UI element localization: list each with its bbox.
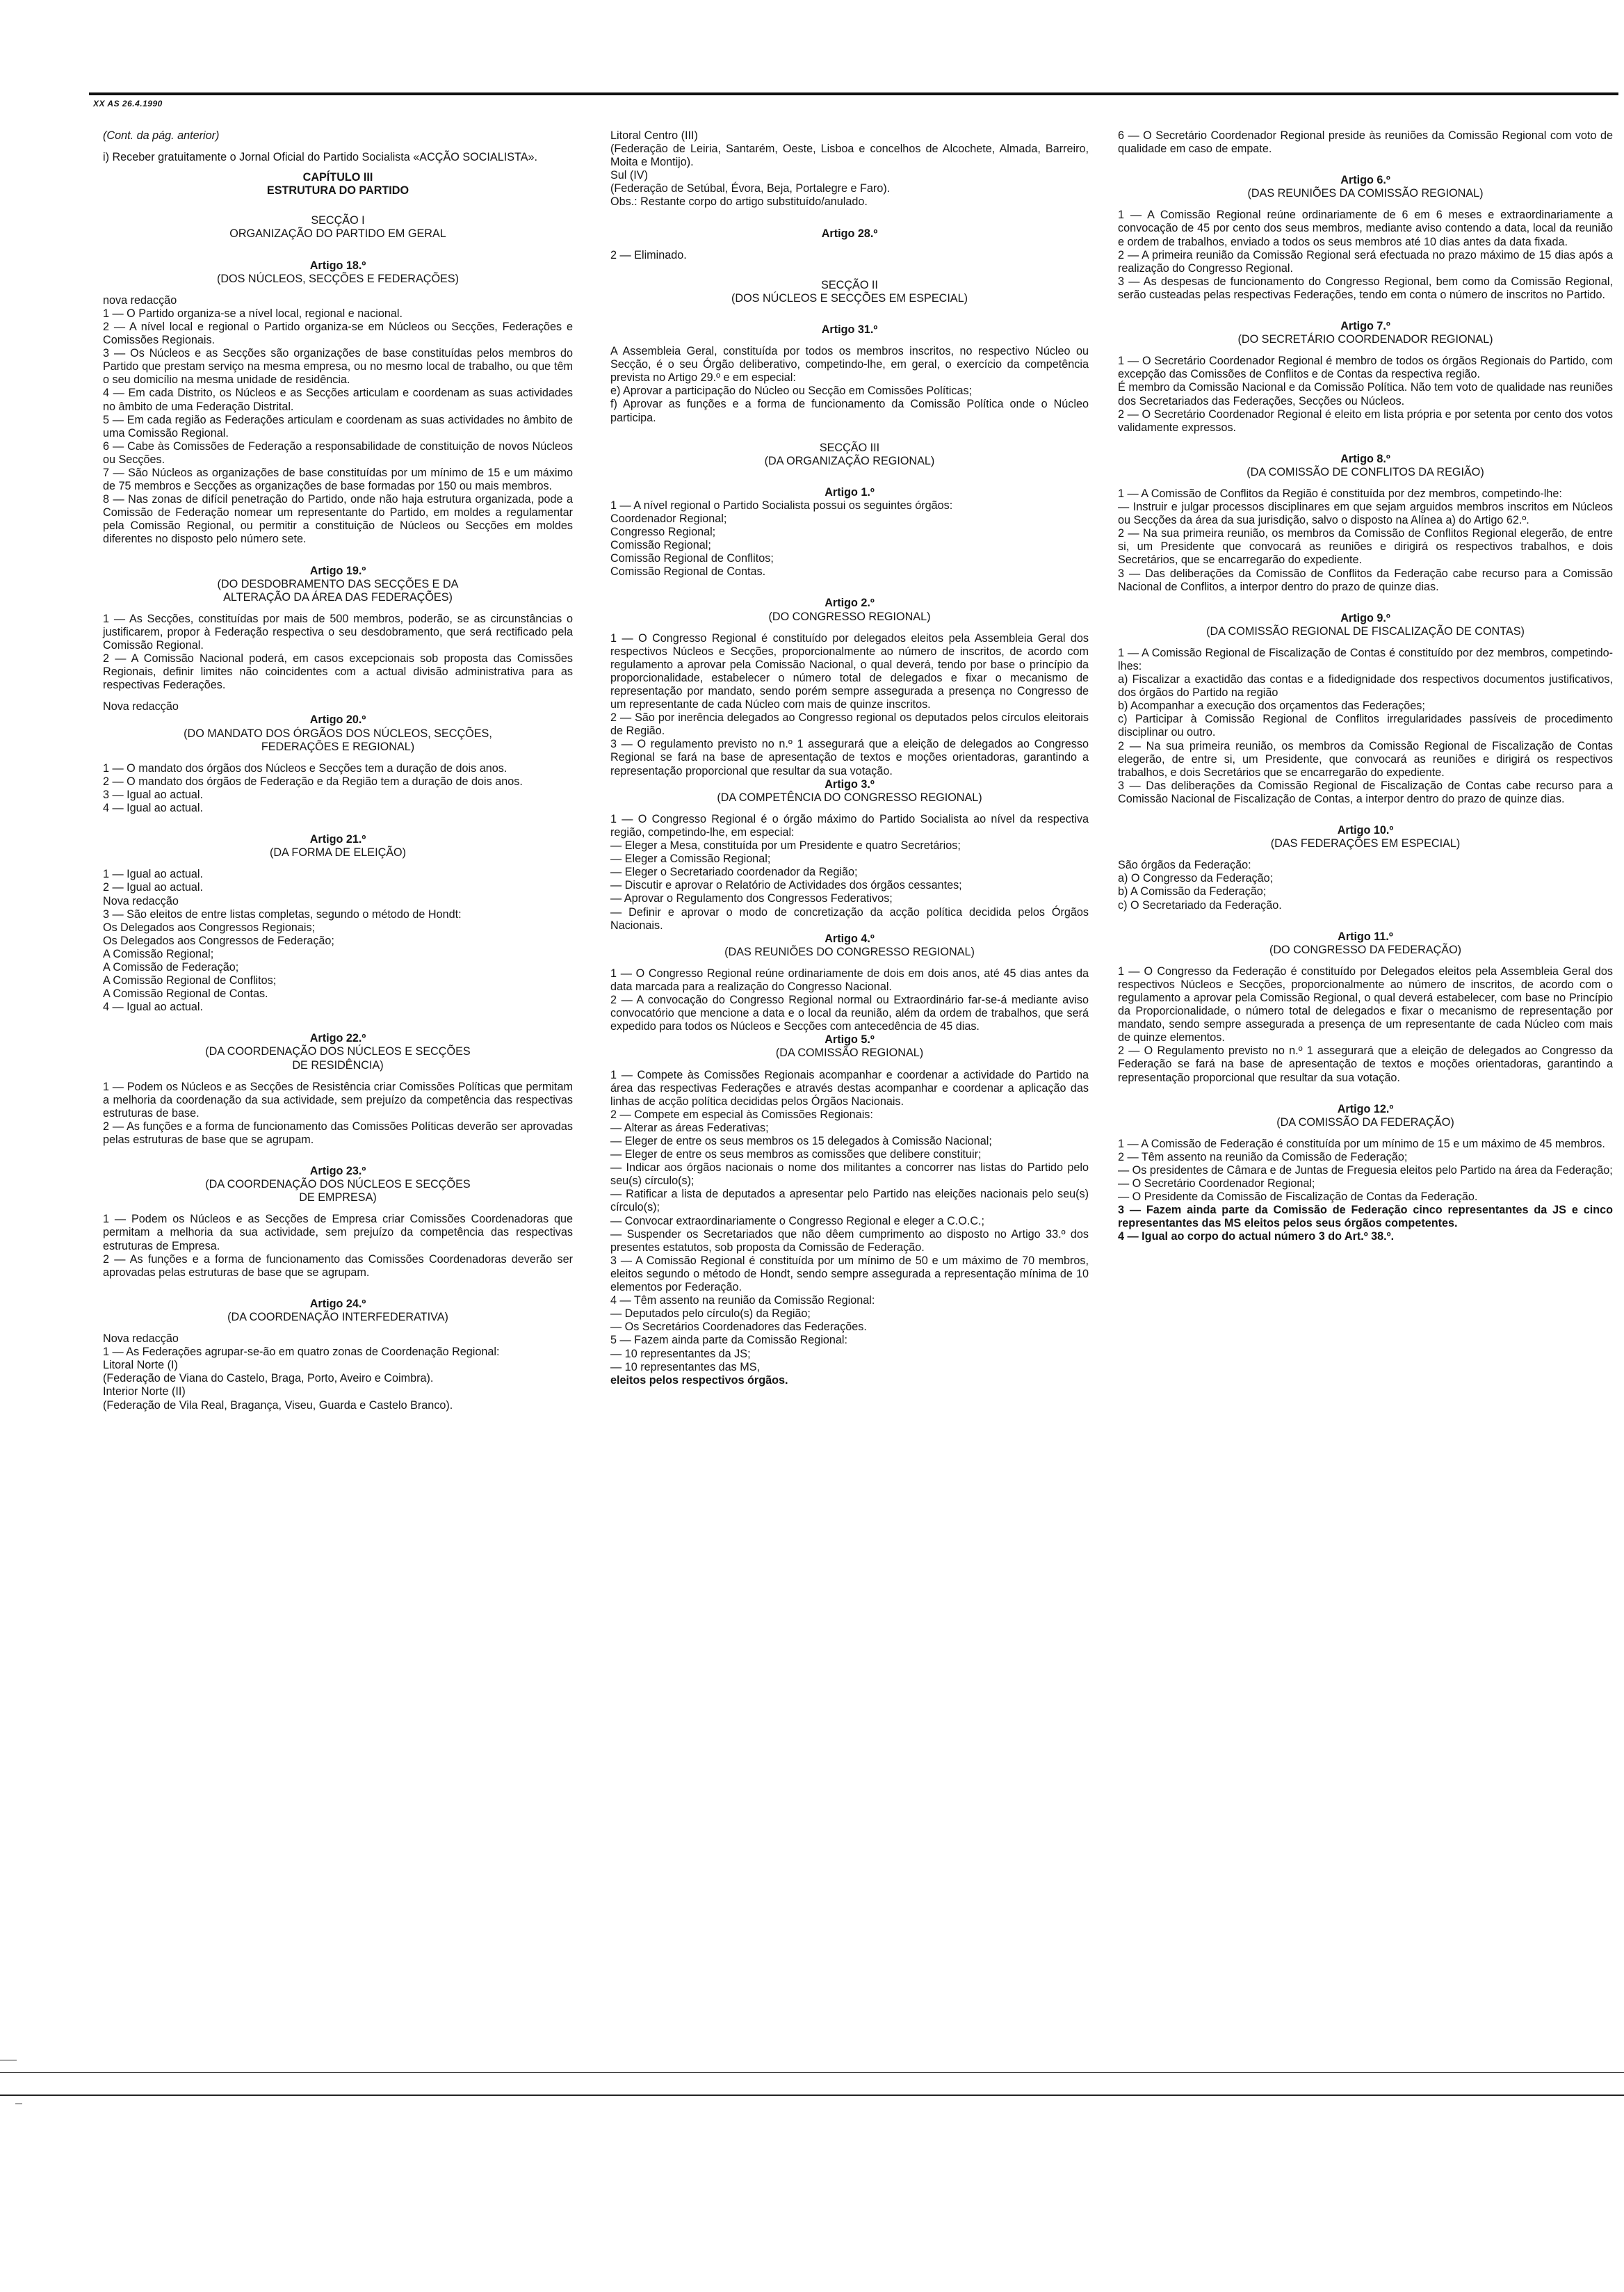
- section-heading: [103, 171, 573, 197]
- article-number: Artigo 22.º: [309, 1032, 366, 1045]
- paragraph: — Os presidentes de Câmara e de Juntas de Freguesia eleitos pelo Partido na área da Federação;: [1118, 1164, 1613, 1177]
- article-number: Artigo 8.º: [1340, 452, 1390, 465]
- paragraph: (Cont. da pág. anterior): [103, 129, 220, 142]
- paragraph: 2 — As funções e a forma de funcionamento das Comissões Políticas deverão ser aprovadas pelas estruturas de base que se agrupam.: [103, 1120, 573, 1146]
- section-heading: [103, 214, 573, 241]
- paragraph: Os Delegados aos Congressos Regionais; Os Delegados aos Congressos de Federação; A Comissão Regional; A Comissão de Federação; A Comissão Regional de Conflitos; A Comissão Regional de Contas. 4 — Igual ao actual.: [103, 921, 334, 1014]
- heading-text: (DO CONGRESSO DA FEDERAÇÃO): [1269, 943, 1462, 956]
- paragraph: 1 — O Secretário Coordenador Regional é membro de todos os órgãos Regionais do Partido, com excepção das Comissões de Conflitos e de Contas da respectiva região.: [1118, 355, 1613, 381]
- article-heading: [103, 1165, 573, 1204]
- article-number: Artigo 21.º: [309, 833, 366, 846]
- paragraph: 2 — Eliminado.: [610, 248, 687, 261]
- article-number: Artigo 20.º: [309, 713, 366, 727]
- paragraph: 1 — As Federações agrupar-se-ão em quatro zonas de Coordenação Regional:: [103, 1346, 500, 1359]
- heading-text: (DA COORDENAÇÃO DOS NÚCLEOS E SECÇÕES DE EMPRESA): [205, 1178, 471, 1204]
- article-number: Artigo 10.º: [1337, 824, 1394, 837]
- paragraph: 2 — Têm assento na reunião da Comissão de Federação;: [1118, 1150, 1408, 1163]
- paragraph: 1 — A Comissão Regional reúne ordinariamente de 6 em 6 meses e extraordinariamente a convocação de 45 por cento dos seus membros, mediante aviso contendo a data, local da reunião e ordem de trabalhos, enviado a todos os seus membros até 10 dias antes da data fixada.: [1118, 209, 1613, 248]
- text-column-middle: [610, 129, 1089, 1387]
- article-heading: [610, 597, 1089, 623]
- heading-text: (DA COMISSÃO DA FEDERAÇÃO): [1276, 1115, 1454, 1129]
- paragraph: 3 — Fazem ainda parte da Comissão de Federação cinco representantes da JS e cinco representantes das MS eleitos pelos seus órgãos competentes.: [1118, 1204, 1613, 1230]
- heading-text: SECÇÃO I ORGANIZAÇÃO DO PARTIDO EM GERAL: [229, 214, 446, 241]
- paragraph: — Eleger a Comissão Regional; — Eleger o Secretariado coordenador da Região;: [610, 853, 858, 879]
- paragraph: 3 — Os Núcleos e as Secções são organizações de base constituídas pelos membros do Partido que prestam serviço na mesma empresa, ou no mesmo local de trabalho, ou que têm o seu domicílio na mesma unidade de residência.: [103, 347, 573, 387]
- paragraph: 8 — Nas zonas de difícil penetração do Partido, onde não haja estrutura organizada, pode a Comissão de Federação nomear um representante do Partido, em moldes a regulamentar pela Comissão Regional, ou permitir a constituição de Núcleos ou Secções em moldes diferentes no disposto pelo número sete.: [103, 493, 573, 546]
- text-column-left: [103, 129, 573, 1412]
- paragraph: — Suspender os Secretariados que não dêem cumprimento ao disposto no Artigo 33.º dos presentes estatutos, sob proposta da Comissão de Federação.: [610, 1227, 1089, 1254]
- article-number: Artigo 12.º: [1337, 1102, 1394, 1115]
- heading-text: SECÇÃO II (DOS NÚCLEOS E SECÇÕES EM ESPECIAL): [731, 278, 968, 305]
- paragraph: A Assembleia Geral, constituída por todos os membros inscritos, no respectivo Núcleo ou Secção, é o seu Órgão deliberativo, competindo-lhe, em geral, o exercício da competência prevista no Artigo 29.º e em especial:: [610, 345, 1089, 385]
- paragraph: Litoral Norte (I) (Federação de Viana do Castelo, Braga, Porto, Aveiro e Coimbra).: [103, 1359, 434, 1385]
- article-heading: [1118, 320, 1613, 346]
- article-heading: [1118, 824, 1613, 850]
- article-heading: [1118, 930, 1613, 957]
- heading-text: (DA COMPETÊNCIA DO CONGRESSO REGIONAL): [717, 791, 982, 804]
- paragraph: — Definir e aprovar o modo de concretização da acção política decidida pelos Órgãos Nacionais.: [610, 905, 1089, 932]
- paragraph: 1 — O Congresso Regional é o órgão máximo do Partido Socialista ao nível da respectiva região, competindo-lhe, em especial:: [610, 812, 1089, 839]
- article-heading: [1118, 1103, 1613, 1129]
- article-number: Artigo 4.º: [825, 932, 875, 945]
- heading-text: (DO CONGRESSO REGIONAL): [768, 610, 931, 623]
- article-heading: [1118, 453, 1613, 479]
- paragraph: 2 — A nível local e regional o Partido organiza-se em Núcleos ou Secções, Federações e Comissões Regionais.: [103, 320, 573, 347]
- article-heading: [103, 833, 573, 860]
- section-heading: [610, 279, 1089, 305]
- paragraph: 1 — Podem os Núcleos e as Secções de Resistência criar Comissões Políticas que permitam a melhoria da coordenação da sua actividade, sem prejuízo da competência das respectivas estruturas de base.: [103, 1080, 573, 1120]
- paragraph: — Aprovar o Regulamento dos Congressos Federativos;: [610, 892, 893, 905]
- paragraph: 3 — Das deliberações da Comissão de Conflitos da Federação cabe recurso para a Comissão Nacional de Conflitos, a interpor dentro do prazo de quinze dias.: [1118, 567, 1613, 593]
- paragraph: Nova redacção: [103, 894, 179, 907]
- paragraph: — Ratificar a lista de deputados a apresentar pelo Partido nas eleições nacionais pelo seu(s) círculo(s);: [610, 1188, 1089, 1214]
- paragraph: 1 — Igual ao actual. 2 — Igual ao actual.: [103, 868, 203, 894]
- article-heading: [103, 565, 573, 604]
- paragraph: Nova redacção: [103, 1332, 179, 1346]
- article-number: Artigo 7.º: [1340, 320, 1390, 333]
- paragraph: — O Secretário Coordenador Regional;: [1118, 1177, 1315, 1191]
- paragraph: São órgãos da Federação: a) O Congresso da Federação; b) A Comissão da Federação; c) O Secretariado da Federação.: [1118, 859, 1282, 912]
- paragraph: 2 — O Regulamento previsto no n.º 1 assegurará que a eleição de delegados ao Congresso da Federação se fará na base de apresentação de textos e moções orientadoras, garantindo a representação proporcional que resultar da sua votação.: [1118, 1044, 1613, 1084]
- article-heading: [103, 713, 573, 753]
- paragraph: 2 — Compete em especial às Comissões Regionais:: [610, 1108, 873, 1121]
- heading-text: (DA COORDENAÇÃO DOS NÚCLEOS E SECÇÕES DE RESIDÊNCIA): [205, 1045, 471, 1072]
- paragraph: 1 — A Comissão Regional de Fiscalização de Contas é constituído por dez membros, competindo-lhes:: [1118, 646, 1613, 672]
- article-number: Artigo 24.º: [309, 1297, 366, 1310]
- paragraph: 2 — A convocação do Congresso Regional normal ou Extraordinário far-se-á mediante aviso convocatório que mencione a data e o local da reunião, além da ordem de trabalhos, que será expedido para todos os Núcleos e Secções com antecedência de 45 dias.: [610, 994, 1089, 1033]
- paragraph: — Convocar extraordinariamente o Congresso Regional e eleger a C.O.C.;: [610, 1214, 985, 1227]
- article-number: Artigo 19.º: [309, 564, 366, 577]
- paragraph: — Alterar as áreas Federativas;: [610, 1121, 769, 1134]
- paragraph: 5 — Em cada região as Federações articulam e coordenam as suas actividades no âmbito de uma Comissão Regional.: [103, 413, 573, 439]
- paragraph: — Eleger a Mesa, constituída por um Presidente e quatro Secretários;: [610, 839, 961, 853]
- article-heading: [610, 933, 1089, 959]
- paragraph: Coordenador Regional; Congresso Regional; Comissão Regional; Comissão Regional de Conflitos; Comissão Regional de Contas.: [610, 512, 774, 579]
- paragraph: e) Aprovar a participação do Núcleo ou Secção em Comissões Políticas;: [610, 385, 973, 398]
- paragraph: — Discutir e aprovar o Relatório de Actividades dos órgãos cessantes;: [610, 879, 962, 892]
- paragraph: 1 — A Comissão de Federação é constituída por um mínimo de 15 e um máximo de 45 membros.: [1118, 1137, 1605, 1150]
- paragraph: 1 — O Congresso Regional reúne ordinariamente de dois em dois anos, até 45 dias antes da data marcada para a realização do Congresso Nacional.: [610, 967, 1089, 993]
- article-number: Artigo 5.º: [825, 1033, 875, 1047]
- paragraph: 6 — Cabe às Comissões de Federação a responsabilidade de constituição de novos Núcleos ou Secções.: [103, 439, 573, 466]
- paragraph: 3 — As despesas de funcionamento do Congresso Regional, bem como da Comissão Regional, serão custeadas pelas respectivas Federações, tendo em conta o número de inscritos no Partido.: [1118, 275, 1613, 301]
- heading-text: SECÇÃO III (DA ORGANIZAÇÃO REGIONAL): [764, 441, 935, 467]
- paragraph: 2 — Na sua primeira reunião, os membros da Comissão de Conflitos Regional elegerão, de entre si, um Presidente que convocará as reuniões e dirigirá os respectivos trabalhos, e dois Secretários, que se encarregarão do expediente.: [1118, 527, 1613, 567]
- paragraph: a) Fiscalizar a exactidão das contas e a fidedignidade dos respectivos documentos justificativos, dos órgãos do Partido na região: [1118, 673, 1613, 700]
- paragraph: b) Acompanhar a execução dos orçamentos das Federações;: [1118, 700, 1425, 713]
- paragraph: i) Receber gratuitamente o Jornal Oficial do Partido Socialista «ACÇÃO SOCIALISTA».: [103, 151, 537, 164]
- top-rule: [89, 92, 1618, 95]
- paragraph: 1 — O Congresso Regional é constituído por delegados eleitos pela Assembleia Geral dos respectivos Núcleos e Secções, proporcionalmente ao número de inscritos, de acordo com regulamento a aprovar pela Comissão Nacional, o qual deverá, tendo por base o princípio da proporcionalidade, estabelecer o número total de delegados e fixar o mecanismo de representação por mandato, sendo porém sempre assegurada a presença no Congresso de um representante de cada Núcleo com mais de quinze inscritos.: [610, 631, 1089, 711]
- paragraph: — Indicar aos órgãos nacionais o nome dos militantes a concorrer nas listas do Partido pelo seu(s) círculo(s);: [610, 1161, 1089, 1188]
- article-number: Artigo 28.º: [821, 227, 878, 240]
- paragraph: f) Aprovar as funções e a forma de funcionamento da Comissão Política onde o Núcleo participa.: [610, 398, 1089, 424]
- heading-text: (DA COMISSÃO DE CONFLITOS DA REGIÃO): [1247, 465, 1484, 478]
- section-heading: [610, 442, 1089, 468]
- paragraph: 6 — O Secretário Coordenador Regional preside às reuniões da Comissão Regional com voto de qualidade em caso de empate.: [1118, 129, 1613, 156]
- heading-text: CAPÍTULO III ESTRUTURA DO PARTIDO: [266, 171, 409, 197]
- text-column-right: [1118, 129, 1613, 1244]
- article-heading: [610, 1033, 1089, 1060]
- article-heading: [103, 1298, 573, 1324]
- paragraph: Sul (IV) (Federação de Setúbal, Évora, Beja, Portalegre e Faro). Obs.: Restante corpo do artigo substituído/anulado.: [610, 169, 891, 209]
- paragraph: nova redacção: [103, 293, 177, 307]
- heading-text: (DA FORMA DE ELEIÇÃO): [269, 846, 407, 860]
- paragraph: 1 — A Comissão de Conflitos da Região é constituída por dez membros, competindo-lhe:: [1118, 487, 1562, 500]
- paragraph: — Eleger de entre os seus membros as comissões que delibere constituir;: [610, 1148, 982, 1161]
- paragraph: 1 — A nível regional o Partido Socialista possui os seguintes órgãos:: [610, 499, 953, 512]
- paragraph: 1 — Compete às Comissões Regionais acompanhar e coordenar a actividade do Partido na área das respectivas Federações e através destas acompanhar e coordenar a aplicação das linhas de acção política decididas pelos Órgãos Nacionais.: [610, 1068, 1089, 1108]
- article-heading: [610, 778, 1089, 805]
- paragraph: 4 — Têm assento na reunião da Comissão Regional: — Deputados pelo círculo(s) da Região; — Os Secretários Coordenadores das Federações. 5 — Fazem ainda parte da Comissão Regional: — 10 representantes da JS; — 10 representantes das MS,: [610, 1294, 875, 1373]
- paragraph: 3 — Igual ao actual. 4 — Igual ao actual.: [103, 788, 203, 815]
- paragraph: 7 — São Núcleos as organizações de base constituídas por um mínimo de 15 e um máximo de 75 membros e Secções as organizações de base formadas por 150 ou mais membros.: [103, 466, 573, 493]
- article-number: Artigo 2.º: [825, 597, 875, 610]
- paragraph: 4 — Igual ao corpo do actual número 3 do Art.º 38.º.: [1118, 1230, 1395, 1243]
- heading-text: (DAS FEDERAÇÕES EM ESPECIAL): [1270, 837, 1461, 850]
- heading-text: (DAS REUNIÕES DA COMISSÃO REGIONAL): [1247, 187, 1484, 200]
- paragraph: — Instruir e julgar processos disciplinares em que sejam arguidos membros inscritos em Núcleos ou Secções da área da sua jurisdição, salvo o disposto na Alínea a) do Artigo 62.º.: [1118, 501, 1613, 527]
- article-heading: [610, 486, 1089, 499]
- article-number: Artigo 6.º: [1340, 174, 1390, 187]
- paragraph: Litoral Centro (III) (Federação de Leiria, Santarém, Oeste, Lisboa e concelhos de Alcochete, Almada, Barreiro, Moita e Montijo).: [610, 129, 1089, 169]
- paragraph: eleitos pelos respectivos órgãos.: [610, 1373, 788, 1387]
- heading-text: (DA COMISSÃO REGIONAL): [775, 1047, 924, 1060]
- heading-text: (DO SECRETÁRIO COORDENADOR REGIONAL): [1237, 333, 1493, 346]
- paragraph: — Eleger de entre os seus membros os 15 delegados à Comissão Nacional;: [610, 1135, 992, 1147]
- paragraph: 2 — Na sua primeira reunião, os membros da Comissão Regional de Fiscalização de Contas elegerão, de entre si, um Presidente, que convocará as reuniões e dirigirá os respectivos trabalhos, e dois Secretários que se encarregarão do expediente.: [1118, 739, 1613, 779]
- article-heading: [610, 227, 1089, 241]
- paragraph: 1 — Podem os Núcleos e as Secções de Empresa criar Comissões Coordenadoras que permitam a melhoria da sua actividade, sem prejuízo da competência das respectivas estruturas de Empresa.: [103, 1213, 573, 1252]
- paragraph: 1 — O Partido organiza-se a nível local, regional e nacional.: [103, 307, 403, 320]
- heading-text: (DA COORDENAÇÃO INTERFEDERATIVA): [227, 1310, 448, 1323]
- footer-rule: [0, 2072, 1624, 2073]
- paragraph: Nova redacção: [103, 700, 179, 713]
- article-heading: [103, 259, 573, 286]
- article-number: Artigo 31.º: [821, 323, 878, 336]
- footer-rule-bottom: [0, 2095, 1624, 2096]
- article-heading: [1118, 612, 1613, 638]
- article-number: Artigo 11.º: [1338, 930, 1393, 943]
- paragraph: Interior Norte (II) (Federação de Vila Real, Bragança, Viseu, Guarda e Castelo Branco).: [103, 1385, 453, 1412]
- paragraph: 2 — A Comissão Nacional poderá, em casos excepcionais sob proposta das Comissões Regionais, definir limites não coincidentes com a actual divisão administrativa para as respectivas Federações.: [103, 652, 573, 692]
- paragraph: 3 — O regulamento previsto no n.º 1 assegurará que a eleição de delegados ao Congresso Regional se fará na base de apresentação de textos e moções orientadoras, garantindo a representação proporcional que resultar da sua votação.: [610, 738, 1089, 777]
- paragraph: 2 — O Secretário Coordenador Regional é eleito em lista própria e por setenta por cento dos votos validamente expressos.: [1118, 407, 1613, 434]
- article-number: Artigo 1.º: [825, 485, 875, 499]
- article-heading: [103, 1032, 573, 1072]
- paragraph: 3 — São eleitos de entre listas completas, segundo o método de Hondt:: [103, 907, 462, 921]
- heading-text: (DA COMISSÃO REGIONAL DE FISCALIZAÇÃO DE CONTAS): [1206, 624, 1525, 638]
- paragraph: — O Presidente da Comissão de Fiscalização de Contas da Federação.: [1118, 1191, 1478, 1204]
- paragraph: 1 — O Congresso da Federação é constituído por Delegados eleitos pela Assembleia Geral dos respectivos Núcleos e Secções, proporcionalmente ao número de inscritos, de acordo com o regulamento a aprovar pela Comissão Regional, o qual deverá estabelecer, com base no Princípio da Proporcionalidade, o número total de delegados e fixar o mecanismo de representação por mandato, sendo sempre assegurada a presença de um representante de cada Núcleo com mais de quinze elementos.: [1118, 965, 1613, 1044]
- heading-text: (DAS REUNIÕES DO CONGRESSO REGIONAL): [724, 945, 975, 958]
- paragraph: c) Participar à Comissão Regional de Conflitos irregularidades passíveis de procedimento disciplinar ou outro.: [1118, 713, 1613, 739]
- paragraph: 2 — A primeira reunião da Comissão Regional será efectuada no prazo máximo de 15 dias após a realização do Congresso Regional.: [1118, 248, 1613, 275]
- paragraph: 2 — As funções e a forma de funcionamento das Comissões Coordenadoras deverão ser aprovadas pelas estruturas de base que se agrupam.: [103, 1252, 573, 1279]
- paragraph: 3 — Das deliberações da Comissão Regional de Fiscalização de Contas cabe recurso para a Comissão Nacional de Fiscalização de Contas, a interpor dentro do prazo de quinze dias.: [1118, 779, 1613, 805]
- heading-text: (DO MANDATO DOS ÓRGÃOS DOS NÚCLEOS, SECÇÕES, FEDERAÇÕES E REGIONAL): [184, 727, 492, 753]
- heading-text: (DOS NÚCLEOS, SECÇÕES E FEDERAÇÕES): [216, 272, 460, 285]
- article-heading: [1118, 174, 1613, 200]
- page-header-reference: XX AS 26.4.1990: [93, 99, 163, 108]
- article-heading: [610, 323, 1089, 337]
- paragraph: É membro da Comissão Nacional e da Comissão Política. Não tem voto de qualidade nas reuniões dos Secretariados das Federações, Secções ou Núcleos.: [1118, 381, 1613, 407]
- paragraph: 2 — São por inerência delegados ao Congresso regional os deputados pelos círculos eleitorais de Região.: [610, 711, 1089, 738]
- paragraph: 3 — A Comissão Regional é constituída por um mínimo de 50 e um máximo de 70 membros, eleitos segundo o método de Hondt, sendo sempre assegurada a representação mínima de 10 elementos por Federação.: [610, 1254, 1089, 1294]
- paragraph: 1 — O mandato dos órgãos dos Núcleos e Secções tem a duração de dois anos.: [103, 761, 508, 775]
- article-number: Artigo 3.º: [825, 777, 875, 791]
- article-number: Artigo 23.º: [309, 1165, 366, 1178]
- paragraph: 1 — As Secções, constituídas por mais de 500 membros, poderão, se as circunstâncias o justificarem, propor à Federação respectiva o seu desdobramento, que será rectificado pela Comissão Regional.: [103, 612, 573, 652]
- paragraph: 2 — O mandato dos órgãos de Federação e da Região tem a duração de dois anos.: [103, 775, 523, 788]
- heading-text: (DO DESDOBRAMENTO DAS SECÇÕES E DA ALTERAÇÃO DA ÁREA DAS FEDERAÇÕES): [217, 577, 459, 604]
- article-number: Artigo 18.º: [309, 259, 366, 272]
- article-number: Artigo 9.º: [1340, 611, 1390, 624]
- paragraph: 4 — Em cada Distrito, os Núcleos e as Secções articulam e coordenam as suas actividades no âmbito de uma Federação Distrital.: [103, 387, 573, 413]
